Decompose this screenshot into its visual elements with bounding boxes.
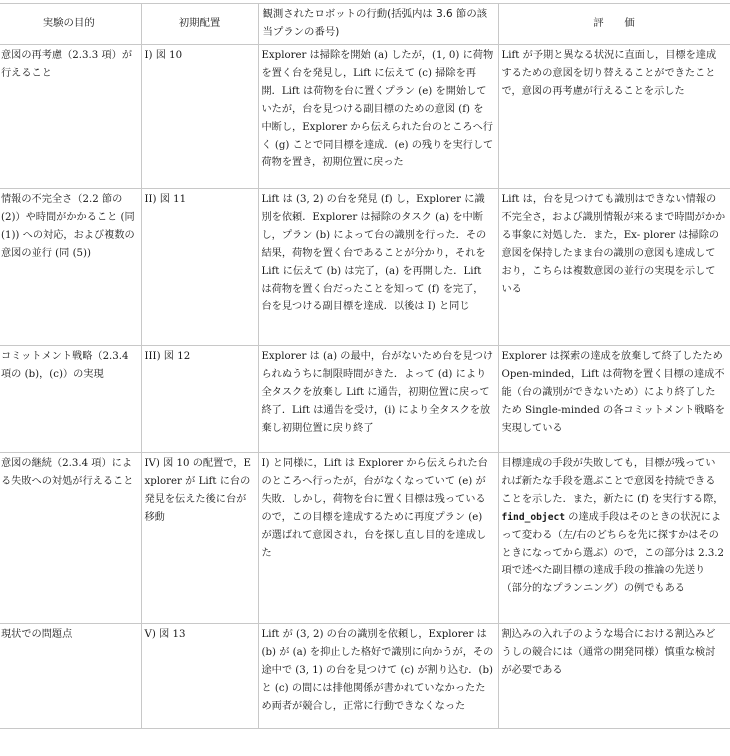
header-evaluation: 評 価 <box>498 4 730 45</box>
cell-behavior: I) と同様に，Lift は Explorer から伝えられた台のところへ行ったが，台がなくなっていて (e) が失敗．しかし，荷物を台に置く目標は残っているので，この目標を達成するために再度プラン (e) が選ばれて意図され，台を探し直し目的を達成した <box>258 453 498 624</box>
cell-purpose: コミットメント戦略（2.3.4 項の (b)，(c)）の実現 <box>0 346 141 453</box>
cell-behavior: Explorer は掃除を開始 (a) したが，(1, 0) に荷物を置く台を発見し，Lift に伝えて (c) 掃除を再開．Lift は荷物を台に置くプラン (e) を開始していたが，台を見つける副目標のための意図 (f) を中断し，Explorer から伝えられた台のところへ行く (g) ことで同目標を達成．(e) の残りを実行して荷物を置き，初期位置に戻った <box>258 45 498 189</box>
cell-evaluation: Explorer は探索の達成を放棄して終了したため Open-minded，Lift は荷物を置く目標の達成不能（台の識別ができないため）により終了したため Single-minded の各コミットメント戦略を実現している <box>498 346 730 453</box>
cell-behavior: Explorer は (a) の最中，台がないため台を見つけられぬうちに制限時間がきた．よって (d) により全タスクを放棄し Lift に通告，初期位置に戻って終了．Lift は通告を受け，(i) により全タスクを放棄し初期位置に戻り終了 <box>258 346 498 453</box>
table-header-row <box>0 4 730 45</box>
cell-purpose: 意図の継続（2.3.4 項）による失敗への対処が行えること <box>0 453 141 624</box>
table-row <box>0 453 730 624</box>
experiment-results-table <box>0 3 730 729</box>
cell-setup: IV) 図 10 の配置で，Explorer が Lift に台の発見を伝えた後に台が移動 <box>141 453 258 624</box>
evaluation-text-post: の達成手段はそのときの状況によって変わる（左/右のどちらを先に探すかはそのときになってから選ぶ）ので，この部分は 2.3.2 項で述べた副目標の達成手段の推論の先送り（部分的なプランニング）の例でもある <box>501 511 725 595</box>
header-purpose: 実験の目的 <box>0 4 141 45</box>
cell-behavior: Lift は (3, 2) の台を発見 (f) し，Explorer に識別を依頼．Explorer は掃除のタスク (a) を中断し，プラン (b) によって台の識別を行った．その結果，荷物を置く台であることが分かり，それを Lift に伝えて (b) は完了，(a) を再開した．Lift は荷物を置く台だったことを知って (f) を完了，台を見つける副目標を達成．以後は I) と同じ <box>258 189 498 346</box>
cell-setup: II) 図 11 <box>141 189 258 346</box>
cell-evaluation: 割込みの入れ子のような場合における割込みどうしの競合には（通常の開発同様）慎重な検討が必要である <box>498 624 730 729</box>
cell-setup: I) 図 10 <box>141 45 258 189</box>
cell-setup: V) 図 13 <box>141 624 258 729</box>
table-row <box>0 346 730 453</box>
cell-setup: III) 図 12 <box>141 346 258 453</box>
code-find-object: find_object <box>501 511 566 523</box>
cell-purpose: 現状での問題点 <box>0 624 141 729</box>
evaluation-text-pre: 目標達成の手段が失敗しても，目標が残っていれば新たな手段を選ぶことで意図を持続できることを示した．また，新たに (f) を実行する際， <box>501 458 724 505</box>
table-row <box>0 624 730 729</box>
header-behavior: 観測されたロボットの行動(括弧内は 3.6 節の該当プランの番号) <box>258 4 498 45</box>
header-setup: 初期配置 <box>141 4 258 45</box>
cell-purpose: 意図の再考慮（2.3.3 項）が行えること <box>0 45 141 189</box>
table-row <box>0 189 730 346</box>
table-row <box>0 45 730 189</box>
cell-evaluation <box>498 453 730 624</box>
cell-evaluation: Lift は，台を見つけても識別はできない情報の不完全さ，および識別情報が来るまで時間がかかる事象に対処した．また，Ex- plorer は掃除の意図を保持したまま台の識別の意図も達成しており，こちらは複数意図の並行の実現を示している <box>498 189 730 346</box>
cell-evaluation: Lift が予期と異なる状況に直面し，目標を達成するための意図を切り替えることができたことで，意図の再考慮が行えることを示した <box>498 45 730 189</box>
cell-behavior: Lift が (3, 2) の台の識別を依頼し，Explorer は (b) が (a) を抑止した格好で識別に向かうが，その途中で (3, 1) の台を見つけて (c) が割り込む．(b) と (c) の間には排他関係が書かれていなかったため両者が競合し，正常に行動できなくなった <box>258 624 498 729</box>
cell-purpose: 情報の不完全さ（2.2 節の (2)）や時間がかかること (同 (1)) への対応，および複数の意図の並行 (同 (5)) <box>0 189 141 346</box>
